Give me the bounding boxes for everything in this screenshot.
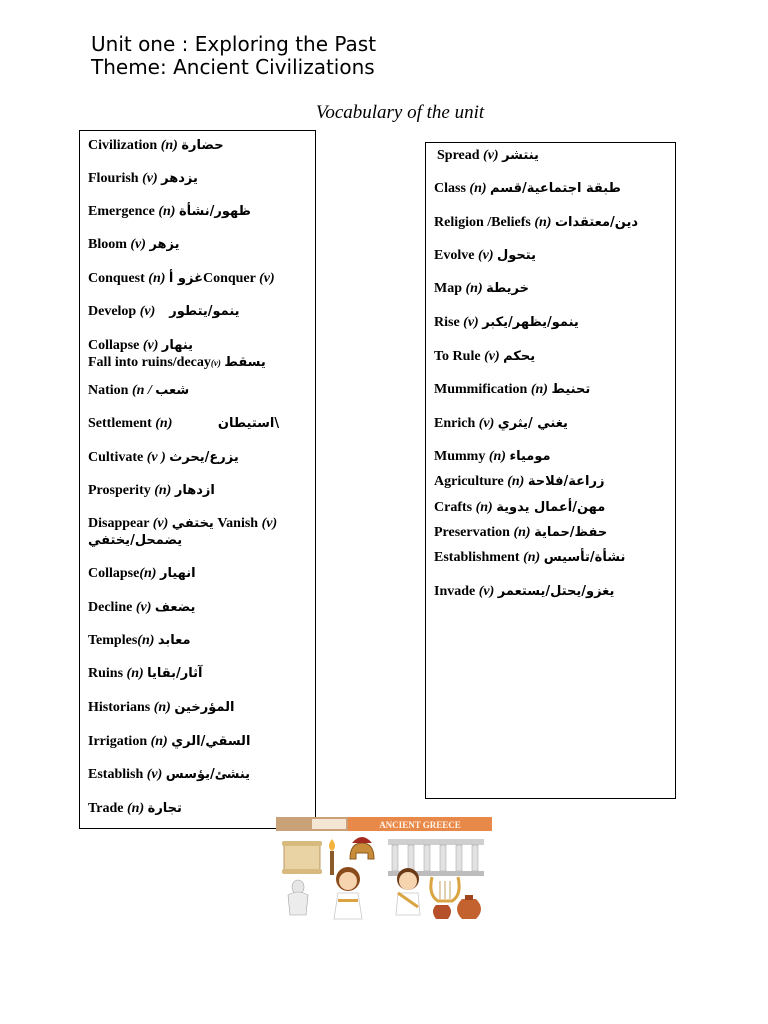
vocab-pos: (n) bbox=[530, 382, 548, 397]
vocab-english: Trade bbox=[88, 801, 124, 816]
vocab-entry bbox=[88, 203, 251, 220]
vocab-english: Cultivate bbox=[88, 450, 144, 465]
vocab-english: Map bbox=[434, 281, 462, 296]
vocab-entry bbox=[88, 800, 182, 817]
vocab-pos: (n) bbox=[475, 500, 493, 515]
vocab-arabic: شعب bbox=[155, 383, 190, 398]
vocab-english: Mummification bbox=[434, 382, 528, 397]
vocab-arabic: يزدهر bbox=[161, 171, 198, 186]
vocabulary-heading: Vocabulary of the unit bbox=[315, 102, 485, 123]
vocab-pos: (v) bbox=[130, 237, 146, 252]
vocab-entry bbox=[88, 337, 266, 372]
vocab-pos: (n) bbox=[148, 271, 166, 286]
vocab-arabic: ازدهار bbox=[174, 483, 215, 498]
vocab-entry bbox=[434, 415, 568, 432]
vocab-english-2: Vanish bbox=[217, 516, 259, 531]
vocab-arabic: غزو أ bbox=[168, 271, 203, 286]
vocab-english: Flourish bbox=[88, 171, 139, 186]
vocab-english: Develop bbox=[88, 304, 137, 319]
vocab-english: Invade bbox=[434, 584, 476, 599]
vocab-entry bbox=[88, 733, 250, 750]
vocab-arabic: يختفي bbox=[171, 516, 214, 531]
vocab-entry bbox=[434, 499, 605, 516]
banner-text: ANCIENT GREECE bbox=[379, 820, 461, 830]
vocab-english: Establish bbox=[88, 767, 144, 782]
vocab-entry bbox=[434, 180, 621, 197]
vocab-entry bbox=[434, 247, 536, 264]
vocab-arabic: مهن/أعمال يدوية bbox=[496, 500, 606, 515]
vocab-arabic: ينهار bbox=[161, 338, 194, 353]
vocab-pos: (n) bbox=[154, 483, 172, 498]
vocab-arabic: المؤرخين bbox=[174, 700, 235, 715]
vocab-english: Conquest bbox=[88, 271, 145, 286]
vocab-english: Temples bbox=[88, 633, 138, 648]
vocab-english: Civilization bbox=[88, 138, 158, 153]
vocab-entry bbox=[434, 214, 638, 231]
vocab-english: Spread bbox=[437, 148, 480, 163]
vocab-entry bbox=[88, 137, 224, 154]
vocab-entry bbox=[88, 665, 203, 682]
vocab-pos: (v) bbox=[139, 304, 156, 319]
vocab-arabic: يضعف bbox=[154, 600, 196, 615]
statue-icon bbox=[288, 880, 308, 915]
vocab-pos: (v) bbox=[478, 416, 495, 431]
vocab-english: Crafts bbox=[434, 500, 473, 515]
vocab-pos: (v) bbox=[478, 584, 495, 599]
vocab-arabic: حضارة bbox=[181, 138, 224, 153]
vocab-english: Prosperity bbox=[88, 483, 151, 498]
vocab-entry bbox=[88, 632, 191, 649]
vocab-entry bbox=[88, 515, 277, 549]
vocab-entry bbox=[437, 147, 539, 164]
vocab-entry bbox=[88, 382, 189, 399]
vocab-pos: (n) bbox=[465, 281, 483, 296]
vocab-arabic: ينمو/يظهر/يكبر bbox=[482, 315, 579, 330]
vocab-entry bbox=[88, 766, 250, 783]
vocab-arabic: يحكم bbox=[503, 349, 536, 364]
vocab-english: Disappear bbox=[88, 516, 150, 531]
vocab-pos: (v) bbox=[483, 148, 499, 163]
vocab-pos: (v) bbox=[146, 767, 163, 782]
boy-figure-icon bbox=[396, 868, 420, 915]
vocab-arabic: تحنيط bbox=[551, 382, 591, 397]
vocab-arabic-2: يضمحل/يختفي bbox=[88, 533, 183, 548]
vocab-entry bbox=[434, 583, 614, 600]
vocab-pos: (n / bbox=[131, 383, 152, 398]
vocab-pos: (n) bbox=[523, 550, 541, 565]
vocab-entry bbox=[434, 549, 625, 566]
vocab-entry bbox=[434, 524, 607, 541]
vocab-arabic: استيطان\ bbox=[217, 416, 280, 431]
vocab-arabic: يزرع/يحرث bbox=[169, 450, 239, 465]
vocab-pos: (v) bbox=[484, 349, 500, 364]
helmet-icon bbox=[350, 837, 374, 859]
vocab-entry bbox=[88, 415, 279, 432]
ancient-greece-illustration bbox=[276, 815, 492, 921]
vocab-entry bbox=[434, 473, 604, 490]
vocab-english: Collapse bbox=[88, 338, 140, 353]
vocab-pos: (n) bbox=[139, 566, 157, 581]
girl-figure-icon bbox=[334, 867, 362, 919]
vocab-arabic: تجارة bbox=[147, 801, 182, 816]
scroll-icon bbox=[282, 841, 322, 874]
unit-title: Unit one : Exploring the Past bbox=[91, 32, 377, 56]
vocab-entry bbox=[434, 348, 535, 365]
vocab-pos: (n) bbox=[160, 138, 178, 153]
vocab-entry bbox=[88, 482, 215, 499]
vocab-pos: (n) bbox=[150, 734, 168, 749]
vocab-pos: (n) bbox=[513, 525, 531, 540]
vocab-english: Religion /Beliefs bbox=[434, 215, 531, 230]
vocab-arabic: انهيار bbox=[159, 566, 196, 581]
vocab-pos: (v) bbox=[152, 516, 169, 531]
vocab-entry bbox=[88, 565, 196, 582]
vocab-english: Agriculture bbox=[434, 474, 504, 489]
vocab-pos: (v) bbox=[477, 248, 494, 263]
vocab-entry bbox=[434, 448, 551, 465]
vocab-english: Enrich bbox=[434, 416, 476, 431]
vocab-entry bbox=[434, 280, 529, 297]
vocab-english: Evolve bbox=[434, 248, 475, 263]
vocab-arabic: يغني /يثري bbox=[497, 416, 568, 431]
vocab-pos: (n) bbox=[155, 416, 173, 431]
vocab-entry bbox=[434, 314, 579, 331]
vocab-english-2: Fall into ruins/decay bbox=[88, 355, 211, 370]
vocab-english: Preservation bbox=[434, 525, 510, 540]
vocab-pos: (n) bbox=[127, 801, 145, 816]
vocab-pos: (n) bbox=[488, 449, 506, 464]
vocab-pos: (n) bbox=[158, 204, 176, 219]
vocab-arabic: دين/معتقدات bbox=[554, 215, 639, 230]
vocab-english: Collapse bbox=[88, 566, 140, 581]
vocab-pos-2: (v) bbox=[261, 516, 278, 531]
vocab-arabic: يتحول bbox=[497, 248, 536, 263]
vocab-arabic: طبقة اجتماعية/قسم bbox=[490, 181, 621, 196]
vocab-arabic: يغزو/يحتل/يستعمر bbox=[497, 584, 615, 599]
vocab-arabic: زراعة/فلاحة bbox=[527, 474, 605, 489]
vocab-entry bbox=[88, 699, 234, 716]
vocabulary-box-right bbox=[425, 142, 676, 799]
vocab-english: Ruins bbox=[88, 666, 124, 681]
theme-title: Theme: Ancient Civilizations bbox=[91, 55, 375, 79]
vocab-arabic: مومياء bbox=[509, 449, 551, 464]
banner-tag bbox=[312, 819, 346, 829]
vocab-pos: (n) bbox=[137, 633, 155, 648]
vocab-arabic: آثار/بقايا bbox=[147, 666, 203, 681]
vocab-english: Nation bbox=[88, 383, 129, 398]
vocab-english: Establishment bbox=[434, 550, 520, 565]
vocab-pos: (v) bbox=[142, 338, 159, 353]
vocab-english-2: Conquer bbox=[202, 271, 256, 286]
vocab-pos: (n) bbox=[469, 181, 487, 196]
vocab-pos-2: (v) bbox=[259, 271, 275, 286]
vocab-entry bbox=[88, 236, 180, 253]
vocab-pos: (v) bbox=[142, 171, 158, 186]
vocab-english: To Rule bbox=[434, 349, 481, 364]
vocab-arabic: ينتشر bbox=[502, 148, 539, 163]
vocab-entry bbox=[434, 381, 590, 398]
vocab-pos: (n) bbox=[126, 666, 144, 681]
vocab-english: Class bbox=[434, 181, 466, 196]
vocab-entry bbox=[88, 170, 198, 187]
document-header bbox=[91, 33, 376, 79]
vocab-english: Settlement bbox=[88, 416, 152, 431]
vocab-arabic-2: يسقط bbox=[224, 355, 266, 370]
vocab-english: Irrigation bbox=[88, 734, 148, 749]
vocab-arabic: ظهور/نشأة bbox=[178, 204, 251, 219]
vocab-pos: (n) bbox=[534, 215, 552, 230]
vocab-arabic: نشأة/تأسيس bbox=[543, 550, 626, 565]
vocab-arabic: يزهر bbox=[149, 237, 180, 252]
vocab-english: Bloom bbox=[88, 237, 127, 252]
vocab-english: Decline bbox=[88, 600, 133, 615]
vocab-english: Rise bbox=[434, 315, 460, 330]
lyre-icon bbox=[431, 877, 459, 901]
vocab-entry bbox=[88, 599, 195, 616]
vocab-pos-2: (v) bbox=[210, 358, 221, 368]
vocab-pos: (n) bbox=[507, 474, 525, 489]
vocab-pos: (v) bbox=[463, 315, 479, 330]
vocab-english: Historians bbox=[88, 700, 151, 715]
vocab-pos: (v ) bbox=[146, 450, 166, 465]
torch-icon bbox=[329, 839, 335, 875]
vocab-entry bbox=[88, 449, 239, 466]
vocab-arabic: معابد bbox=[157, 633, 191, 648]
vocab-arabic: السقي/الري bbox=[171, 734, 251, 749]
vocab-pos: (v) bbox=[135, 600, 152, 615]
vocabulary-box-left bbox=[79, 130, 316, 829]
banner bbox=[276, 817, 492, 831]
vocab-arabic: ينشئ/يؤسس bbox=[165, 767, 251, 782]
vocab-english: Mummy bbox=[434, 449, 486, 464]
vocab-arabic: حفظ/حماية bbox=[534, 525, 608, 540]
vocab-entry bbox=[88, 303, 240, 320]
vocab-entry bbox=[88, 270, 275, 287]
vocab-pos: (n) bbox=[153, 700, 171, 715]
vocab-english: Emergence bbox=[88, 204, 155, 219]
vocab-arabic: خريطة bbox=[486, 281, 530, 296]
vocab-arabic: ينمو/يتطور bbox=[169, 304, 240, 319]
